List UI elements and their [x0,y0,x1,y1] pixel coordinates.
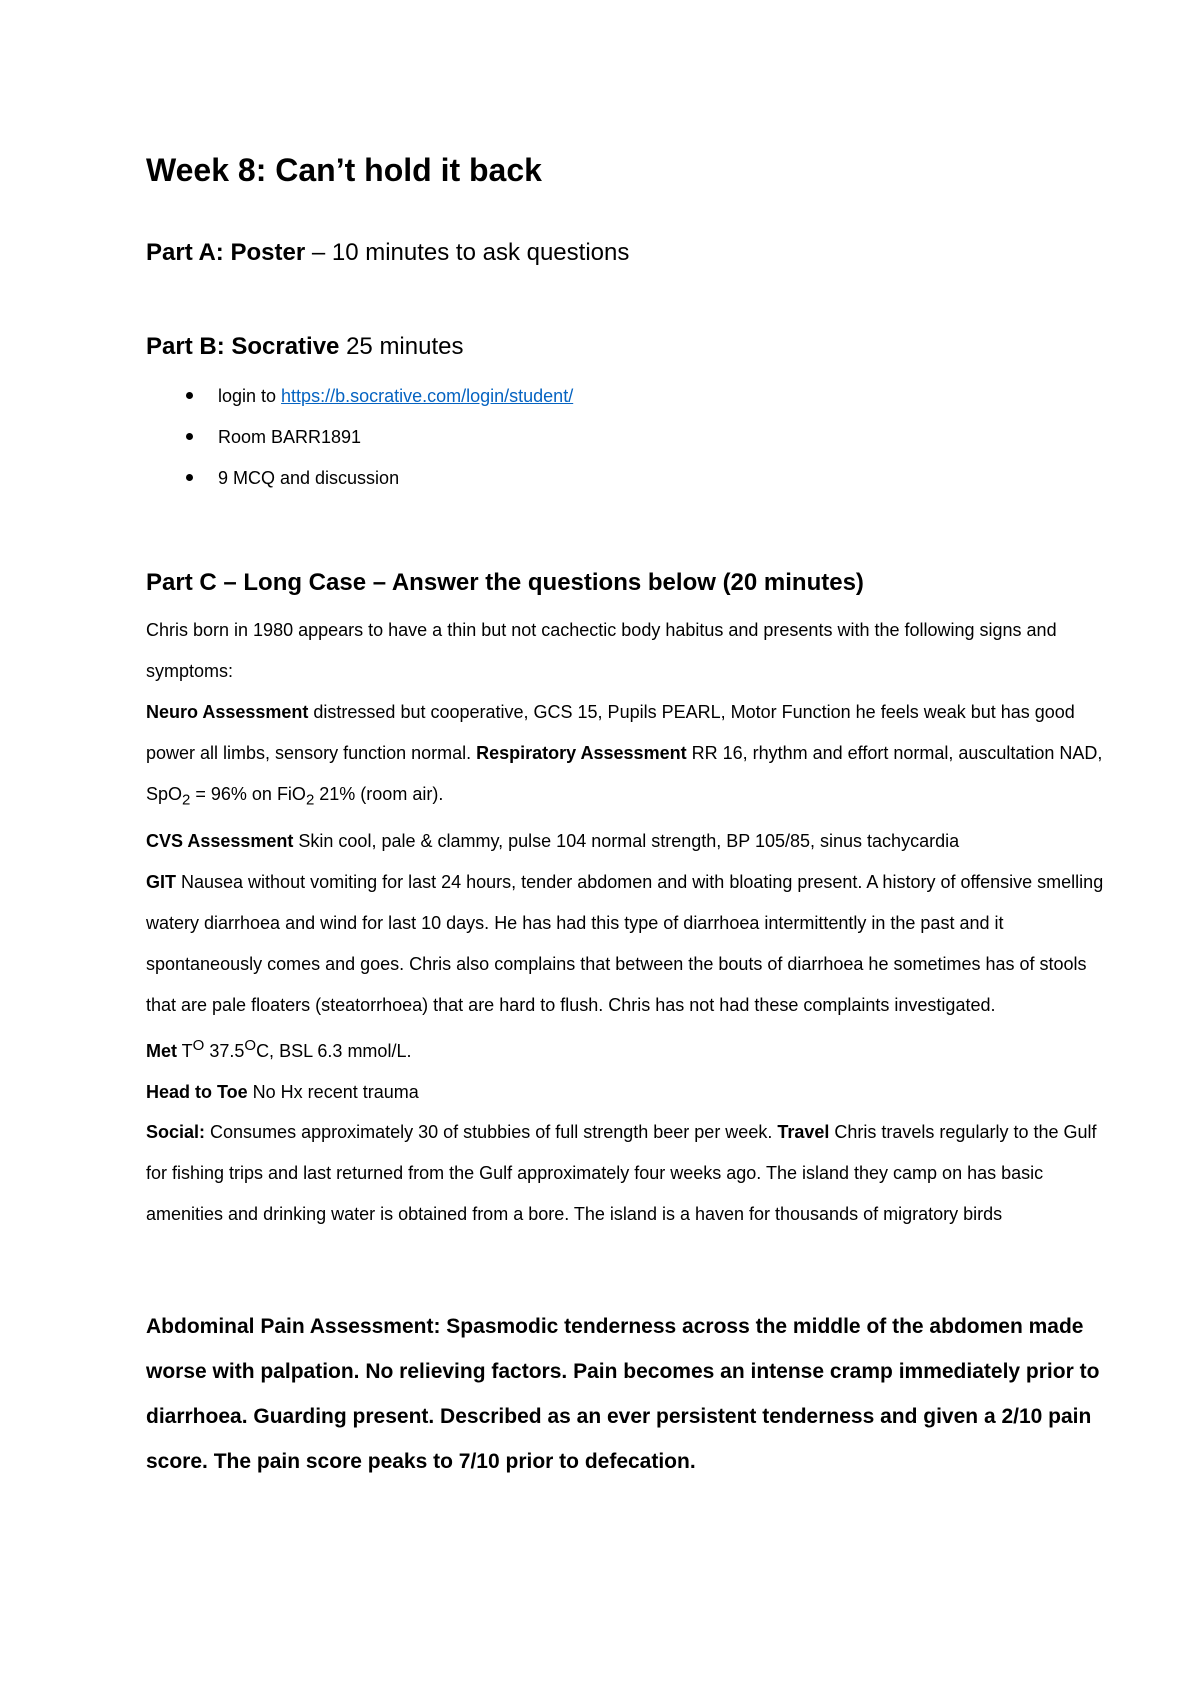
resp-text: RR 16, rhythm and effort normal, auscultation NAD, SpO [146,742,1103,804]
abdominal-pain-paragraph [146,1304,1106,1484]
subscript: 2 [305,791,315,809]
bullet-icon [186,474,193,481]
socrative-login-link[interactable]: https://b.socrative.com/login/student/ [281,386,574,406]
neuro-label: Neuro Assessment [146,701,309,722]
met-text: T [177,1040,193,1061]
neuro-resp-paragraph [146,692,1106,821]
bullet-icon [186,433,193,440]
part-b-bullet-list [146,376,573,499]
part-b-text: 25 minutes [339,333,464,360]
part-a-text: – 10 minutes to ask questions [305,239,630,266]
part-c-heading: Part C – Long Case – Answer the questions below (20 minutes) [146,569,864,596]
abdominal-pain-text: Spasmodic tenderness across the middle of the abdomen made worse with palpation. No relieving factors. Pain becomes an intense cramp immediately prior to diarrhoea. Guarding present. Described as an ever persistent tenderness and given a 2/10 pain score. The pain score peaks to 7/10 prior to defecation. [146,1315,1100,1473]
met-label: Met [146,1040,177,1061]
list-item [146,458,573,499]
cvs-text: Skin cool, pale & clammy, pulse 104 normal strength, BP 105/85, sinus tachycardia [293,831,960,852]
page-title: Week 8: Can’t hold it back [146,152,542,188]
met-text: C, BSL 6.3 mmol/L. [256,1040,412,1061]
login-prefix: login to [218,386,282,406]
git-label: GIT [146,872,176,893]
travel-text: Chris travels regularly to the Gulf for fishing trips and last returned from the Gulf approximately four weeks ago. The island they camp on has basic amenities and drinking water is obtained from a bore. The island is a haven for thousands of migratory birds [146,1122,1097,1225]
abdominal-pain-label: Abdominal Pain Assessment: [146,1315,441,1338]
part-a-label: Part A: Poster [146,239,306,266]
git-paragraph [146,862,1106,1026]
cvs-label: CVS Assessment [146,831,294,852]
superscript: O [244,1036,257,1054]
part-a-heading [146,236,629,270]
head-to-toe-text: No Hx recent trauma [247,1081,419,1102]
git-text: Nausea without vomiting for last 24 hours, tender abdomen and with bloating present. A history of offensive smelling watery diarrhoea and wind for last 10 days. He has had this type of diarrhoea intermittently in the past and it spontaneously comes and goes. Chris also complains that between the bouts of diarrhoea he sometimes has of stools that are pale floaters (steatorrhoea) that are hard to flush. Chris has not had these complaints investigated. [146,872,1104,1015]
resp-text: = 96% on FiO [190,783,306,804]
case-intro: Chris born in 1980 appears to have a thin but not cachectic body habitus and presents with the following signs and symptoms: [146,620,1057,681]
resp-label: Respiratory Assessment [476,742,687,763]
met-text: 37.5 [204,1040,245,1061]
list-item [146,376,573,417]
list-item [146,417,573,458]
met-paragraph [146,1026,1106,1072]
travel-label: Travel [777,1122,830,1143]
social-text: Consumes approximately 30 of stubbies of full strength beer per week. [205,1122,778,1143]
mcq-text: 9 MCQ and discussion [218,468,400,488]
cvs-paragraph [146,821,1106,862]
head-to-toe-label: Head to Toe [146,1081,248,1102]
part-b-heading [146,330,463,364]
neuro-text: distressed but cooperative, GCS 15, Pupils PEARL, Motor Function he feels weak but has good power all limbs, sensory function normal. [146,701,1075,763]
superscript: O [192,1036,205,1054]
bullet-icon [186,392,193,399]
subscript: 2 [182,791,191,809]
social-paragraph [146,1112,1106,1235]
head-to-toe-paragraph [146,1072,1106,1113]
resp-text: 21% (room air). [314,783,444,804]
part-b-label: Part B: Socrative [146,333,340,360]
long-case-body [146,610,1106,1235]
room-text: Room BARR1891 [218,427,362,447]
social-label: Social: [146,1122,206,1143]
